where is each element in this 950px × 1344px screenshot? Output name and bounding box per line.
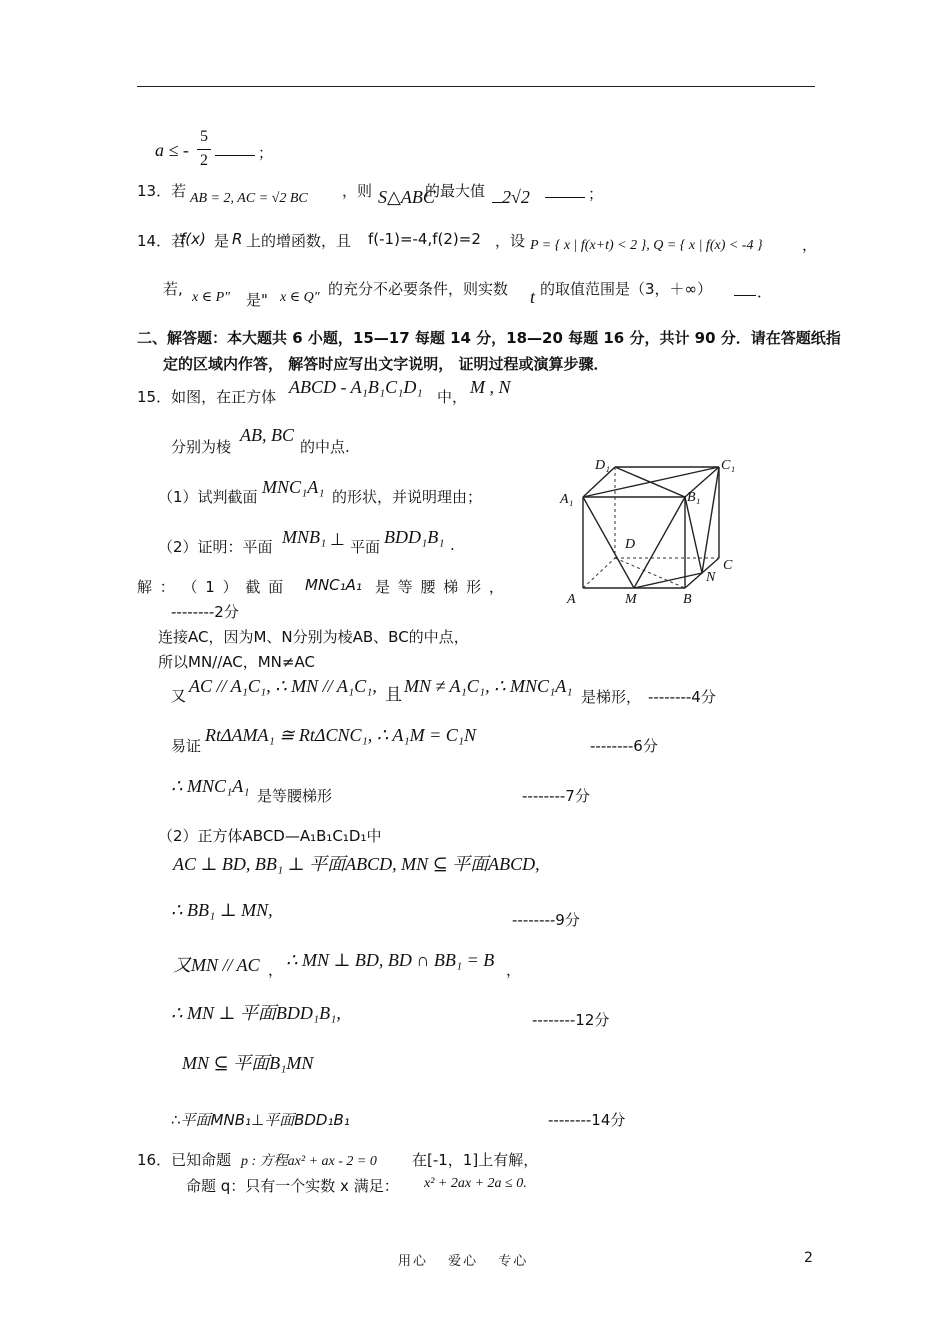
q15-part2-plane1: MNB₁ [282,527,327,547]
points-6: --------6分 [590,737,658,755]
sol-parallel: AC // A₁C₁, ∴ MN // A₁C₁, [189,676,377,696]
sol-notequal: MN ≠ A₁C₁, ∴ MNC₁A₁ [404,676,573,696]
q15-part1-c: 的形状，并说明理由； [332,488,483,506]
label-A1: A₁ [560,492,574,507]
q13-text: 的最大值 [425,182,486,200]
q13-cond: AB = 2, AC = √2 BC [190,191,308,206]
q14-is: 是" [246,291,268,309]
section2-line1: 二、解答题：本大题共 6 小题，15—17 每题 14 分，18—20 每题 16 分，共计 90 分．请在答题纸指 [137,329,841,347]
q14-if: 若, [163,280,183,298]
sol-mn-perp-bd: ∴ MN ⊥ BD, BD ∩ BB₁ = B [286,950,495,970]
q15-part2-plane-word: 平面 [350,538,381,556]
line-MN [634,573,702,588]
sol-part1-section: MNC₁A₁ [305,576,362,594]
q15-MN: M , N [470,377,511,397]
sol-connect: 连接AC，因为M、N分别为棱AB、BC的中点， [158,628,469,646]
q13-blank-right [545,197,585,198]
points-2: --------2分 [171,603,239,621]
q14-comma: ， [802,236,818,254]
label-B: B [683,592,692,607]
q14-shi: 是 [214,232,230,250]
label-C1: C₁ [721,458,736,473]
q16-p: p : 方程ax² + ax - 2 = 0 [241,1154,377,1169]
line-NB1 [685,497,702,573]
q15-zhong: 中， [437,388,468,406]
points-14: --------14分 [548,1111,626,1129]
q16-solution: 在[-1，1]上有解， [412,1151,539,1169]
q15-edges-intro: 分别为棱 [171,438,232,456]
header-rule [137,86,815,87]
line-MB1 [634,497,685,588]
q15-part2-perp: ⊥ [330,530,345,550]
sol-congruent: RtΔAMA₁ ≅ RtΔCNC₁, ∴ A₁M = C₁N [205,725,477,745]
q12-num: 5 [200,128,208,145]
sol-comma1: ， [268,961,284,979]
sol-part1-c: 是 等 腰 梯 形 ， [375,578,504,596]
q14-set: ，设 [495,232,526,250]
sol-conclusion: ∴平面MNB₁⊥平面BDD₁B₁ [171,1111,350,1129]
q16-q-ineq: x² + 2ax + 2a ≤ 0. [424,1176,527,1191]
sol-mn-in-plane: MN ⊆ 平面B₁MN [182,1053,314,1073]
line-NC1 [702,467,719,573]
label-N: N [706,570,716,585]
sol-comma2: ， [506,961,522,979]
q14-condition: 的充分不必要条件，则实数 [328,280,509,298]
q15-intro: 15．如图，在正方体 [137,388,277,406]
sol-mn-ac: 又MN // AC [173,955,260,975]
q12-den: 2 [200,152,208,169]
q13-tail: ； [588,185,604,203]
label-D: D [625,537,636,552]
q15-cube: ABCD - A₁B₁C₁D₁ [289,377,423,397]
q16-q: 命题 q：只有一个实数 x 满足： [186,1177,399,1195]
diag-D1B1 [615,467,685,497]
q12-tail: ； [258,144,274,162]
q14-sets-PQ: P = { x | f(x+t) < 2 }, Q = { x | f(x) < -4 } [530,238,763,253]
q14-blank [734,295,756,296]
sol-isosceles-a: ∴ MNC₁A₁ [171,776,250,796]
q13-label: 13．若 [137,182,187,200]
section2-line2: 定的区域内作答， 解答时应写出文字说明， 证明过程或演算步骤． [163,355,609,373]
label-C: C [723,558,733,573]
q15-edges: AB, BC [240,425,294,445]
q14-t: t [530,287,536,307]
q14-fx: f(x) [180,230,206,248]
footer-motto: 用心 爱心 专心 [398,1254,529,1269]
sol-perp-base: AC ⊥ BD, BB₁ ⊥ 平面ABCD, MN ⊆ 平面ABCD, [173,854,540,874]
q15-midpoint: 的中点. [300,438,350,456]
sol-part2: （2）正方体ABCD—A₁B₁C₁D₁中 [158,827,382,845]
q14-increasing: 上的增函数，且 [246,232,352,250]
points-7: --------7分 [522,787,590,805]
q14-R: R [232,230,243,248]
sol-and: 且 [385,685,402,705]
points-4: --------4分 [648,688,716,706]
q15-part1-section: MNC₁A₁ [262,477,325,497]
q13-area: S△ABC [378,187,435,207]
cube-figure [555,455,745,615]
q13-blank-left [492,202,502,203]
sol-bb1-perp: ∴ BB₁ ⊥ MN, [171,900,273,920]
sol-isosceles-b: 是等腰梯形 [257,787,333,805]
q14-period: ． [757,283,773,301]
page-number: 2 [804,1250,813,1266]
q12-blank [215,155,255,156]
label-M: M [625,592,637,607]
points-12: --------12分 [532,1011,610,1029]
hidden-AD [583,558,615,588]
q14-range: 的取值范围是（3，＋∞） [540,280,713,298]
q16-intro: 16．已知命题 [137,1151,232,1169]
q14-label: 14．若 [137,232,187,250]
points-9: --------9分 [512,911,580,929]
q13-mid: ，则 [342,182,373,200]
sol-therefore: 所以MN//AC，MN≠AC [158,653,315,671]
label-B1: B₁ [687,490,701,505]
q14-x-in-P: x ∈ P" [192,290,231,305]
sol-trapezoid: 是梯形， [581,688,642,706]
q15-part2-end: . [450,536,455,554]
label-D1: D₁ [595,458,610,473]
q15-part2-plane2: BDD₁B₁ [384,527,445,547]
q12-ineq: a ≤ - [155,140,189,160]
label-A: A [567,592,576,607]
q14-values: f(-1)=-4,f(2)=2 [368,230,481,248]
sol-part1-a: 解 ： （ 1 ） 截 面 [137,578,284,596]
q14-x-in-Q: x ∈ Q" [280,290,320,305]
q15-part1-a: （1）试判截面 [158,488,258,506]
q15-part2-a: （2）证明：平面 [158,538,273,556]
sol-easy: 易证 [171,737,202,755]
q12-fraction-bar [197,149,211,150]
sol-you: 又 [171,687,187,705]
q13-answer: 2√2 [502,187,530,207]
sol-mn-perp-plane: ∴ MN ⊥ 平面BDD₁B₁, [171,1003,341,1023]
